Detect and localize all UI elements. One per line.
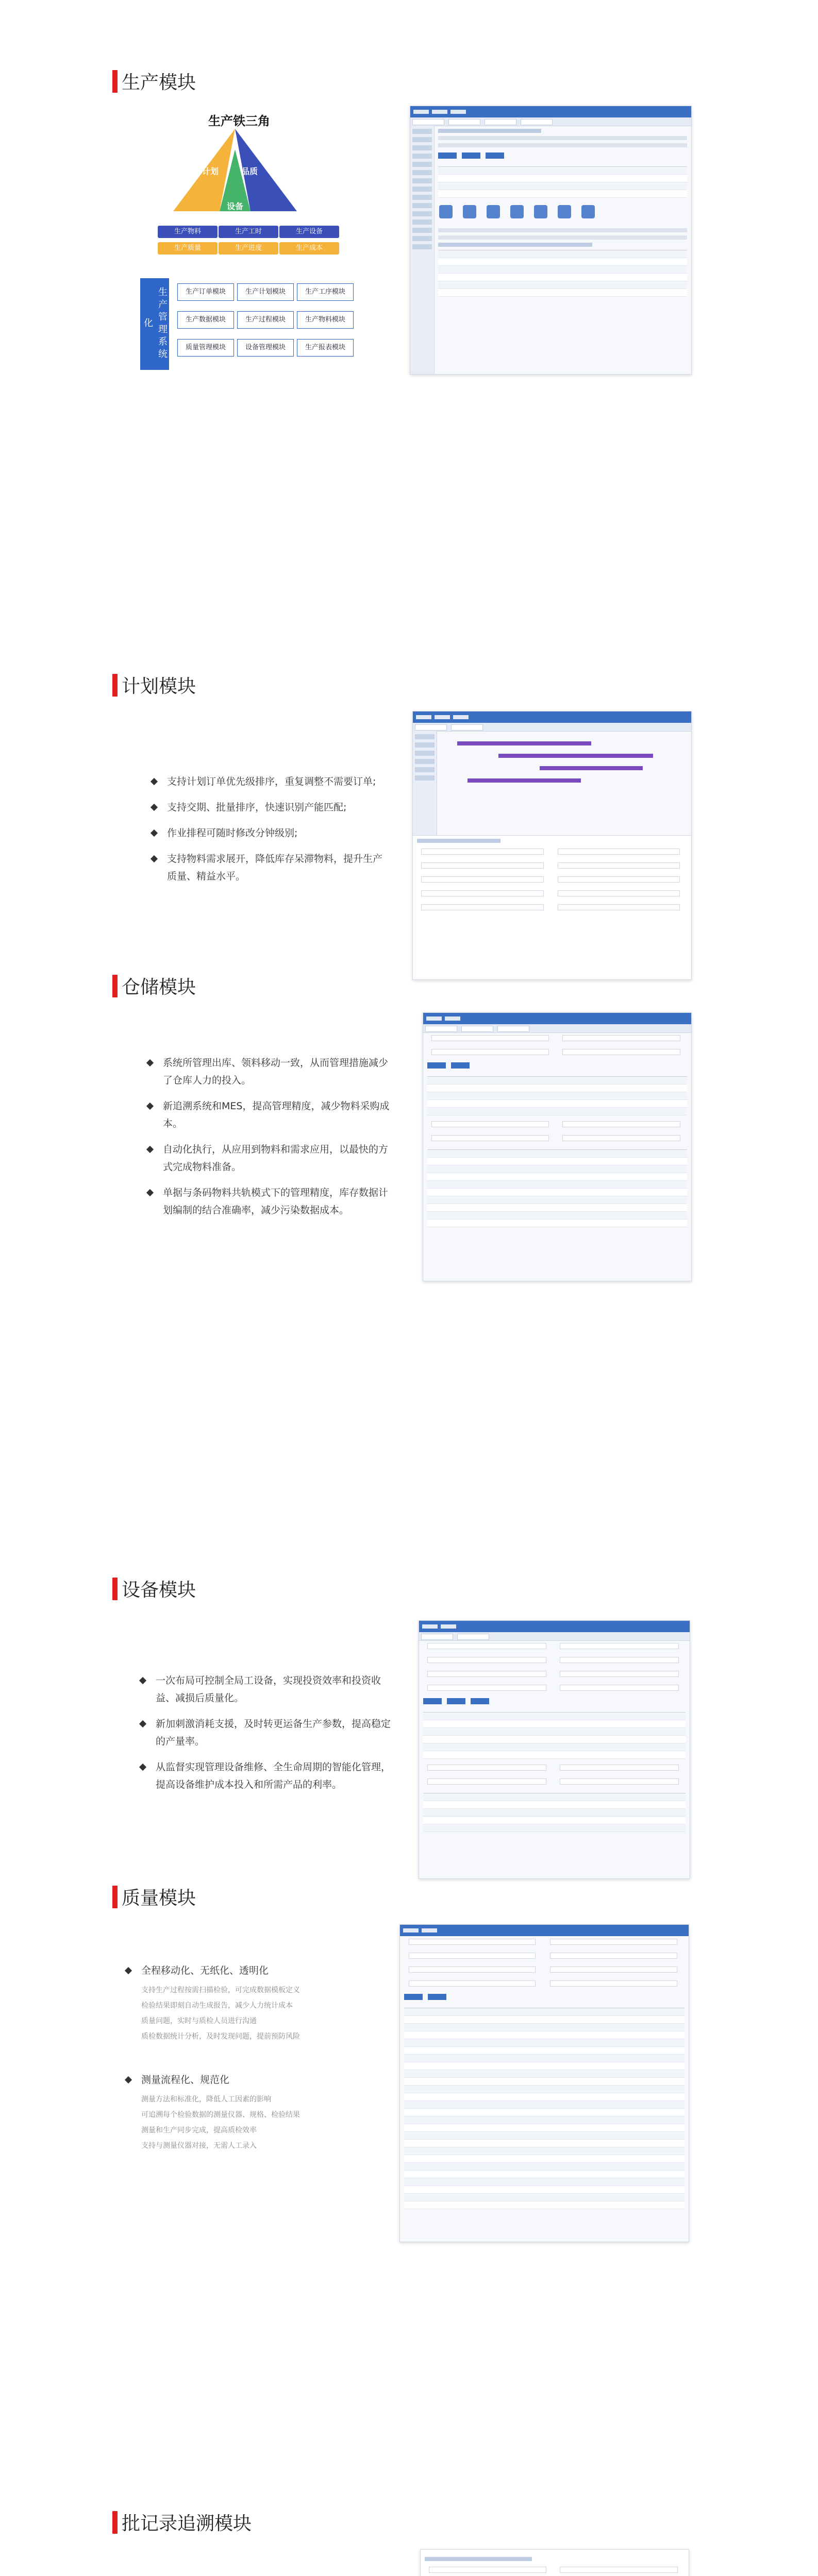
bullet-item: 支持计划订单优先级排序，重复调整不需要订单; xyxy=(149,773,392,790)
screenshot-quality xyxy=(399,1924,689,2242)
section-title xyxy=(112,2509,252,2535)
bullet-item: 系统所管理出库、领料移动一致，从而管理措施减少了仓库人力的投入。 xyxy=(145,1054,393,1089)
bullet-item: 从监督实现管理设备维修、全生命周期的智能化管理，提高设备维护成本投入和所需产品的利率。 xyxy=(138,1758,396,1793)
bullet-item: 单据与条码物料共轨模式下的管理精度，库存数据计划编制的结合准确率，减少污染数据成本。 xyxy=(145,1184,393,1219)
section-title-text: 计划模块 xyxy=(122,676,196,697)
bullet-item: 支持交期、批量排序，快速识别产能匹配; xyxy=(149,799,392,816)
sub-item: 测量和生产同步完成，提高质检效率 xyxy=(141,2126,257,2134)
warehouse-bullets xyxy=(145,1054,393,1227)
screenshot-planning xyxy=(412,711,692,980)
bullet-item: 作业排程可随时修改分钟级别; xyxy=(149,824,392,842)
vertical-title: 生产管理系统化 xyxy=(140,278,169,370)
module-box: 生产工序模块 xyxy=(297,283,354,301)
title-bar xyxy=(112,2511,118,2534)
bullet-item: 新加刺激消耗支援，及时转更运备生产参数，提高稳定的产量率。 xyxy=(138,1715,396,1750)
sub-item: 可追溯每个检验数据的测量仪器、规格、检验结果 xyxy=(141,2111,300,2119)
module-box: 生产数据模块 xyxy=(177,311,234,329)
planning-bullets xyxy=(149,773,392,893)
title-bar xyxy=(112,975,118,997)
module-box: 生产过程模块 xyxy=(237,311,294,329)
bullet-heading: 测量流程化、规范化 xyxy=(124,2071,392,2089)
pill-hours: 生产工时 xyxy=(219,226,278,238)
sub-item: 检验结果即刻自动生成报告，减少人力统计成本 xyxy=(141,2002,293,2010)
pill-progress: 生产进度 xyxy=(219,242,278,255)
screenshot-batch xyxy=(420,2549,689,2576)
quality-group1-items xyxy=(124,1984,392,2045)
bullet-item: 自动化执行，从应用到物料和需求应用，以最快的方式完成物料准备。 xyxy=(145,1141,393,1176)
sub-item: 质量问题，实时与质检人员进行沟通 xyxy=(141,2017,257,2025)
title-bar xyxy=(112,1578,118,1600)
quality-group2-items xyxy=(124,2093,392,2155)
bullet-item: 支持物料需求展开，降低库存呆滞物料，提升生产质量、精益水平。 xyxy=(149,850,392,885)
title-bar xyxy=(112,70,118,93)
section-title xyxy=(112,1575,196,1602)
triangle-bottom-label: 设备 xyxy=(227,201,244,211)
module-box: 质量管理模块 xyxy=(177,339,234,357)
bullet-item: 新追溯系统和MES，提高管理精度，减少物料采购成本。 xyxy=(145,1097,393,1132)
equipment-bullets xyxy=(138,1672,396,1802)
module-box: 生产计划模块 xyxy=(237,283,294,301)
title-bar xyxy=(112,1886,118,1908)
section-title xyxy=(112,68,196,94)
title-bar xyxy=(112,674,118,697)
module-box: 生产订单模块 xyxy=(177,283,234,301)
triangle-right-label: 品质 xyxy=(241,166,258,176)
section-title-text: 质量模块 xyxy=(122,1888,196,1909)
section-title-text: 批记录追溯模块 xyxy=(122,2513,252,2534)
sub-item: 支持生产过程按需扫描检验，可完成数据模板定义 xyxy=(141,1986,300,1994)
section-title xyxy=(112,1884,196,1910)
pill-quality: 生产质量 xyxy=(158,242,218,255)
triangle-title: 生产铁三角 xyxy=(208,114,270,128)
sub-item: 支持与测量仪器对接，无需人工录入 xyxy=(141,2142,257,2150)
screenshot-warehouse xyxy=(423,1012,692,1281)
module-box: 生产物料模块 xyxy=(297,311,354,329)
pill-material: 生产物料 xyxy=(158,226,218,238)
section-title-text: 设备模块 xyxy=(122,1580,196,1601)
pill-equipment: 生产设备 xyxy=(279,226,339,238)
section-title xyxy=(112,973,196,999)
pill-cost: 生产成本 xyxy=(279,242,339,255)
section-title-text: 生产模块 xyxy=(122,72,196,93)
screenshot-production xyxy=(410,106,692,375)
bullet-item: 一次布局可控制全局工设备，实现投资效率和投资收益、减损后质量化。 xyxy=(138,1672,396,1707)
section-title xyxy=(112,672,196,698)
sub-item: 测量方法和标准化，降低人工因素的影响 xyxy=(141,2095,271,2104)
bullet-heading: 全程移动化、无纸化、透明化 xyxy=(124,1962,392,1979)
sub-item: 质检数据统计分析，及时发现问题，提前预防风险 xyxy=(141,2032,300,2041)
triangle-left-label: 计划 xyxy=(202,166,219,176)
module-box: 设备管理模块 xyxy=(237,339,294,357)
section-title-text: 仓储模块 xyxy=(122,977,196,998)
module-box: 生产报表模块 xyxy=(297,339,354,357)
screenshot-equipment xyxy=(419,1620,690,1879)
